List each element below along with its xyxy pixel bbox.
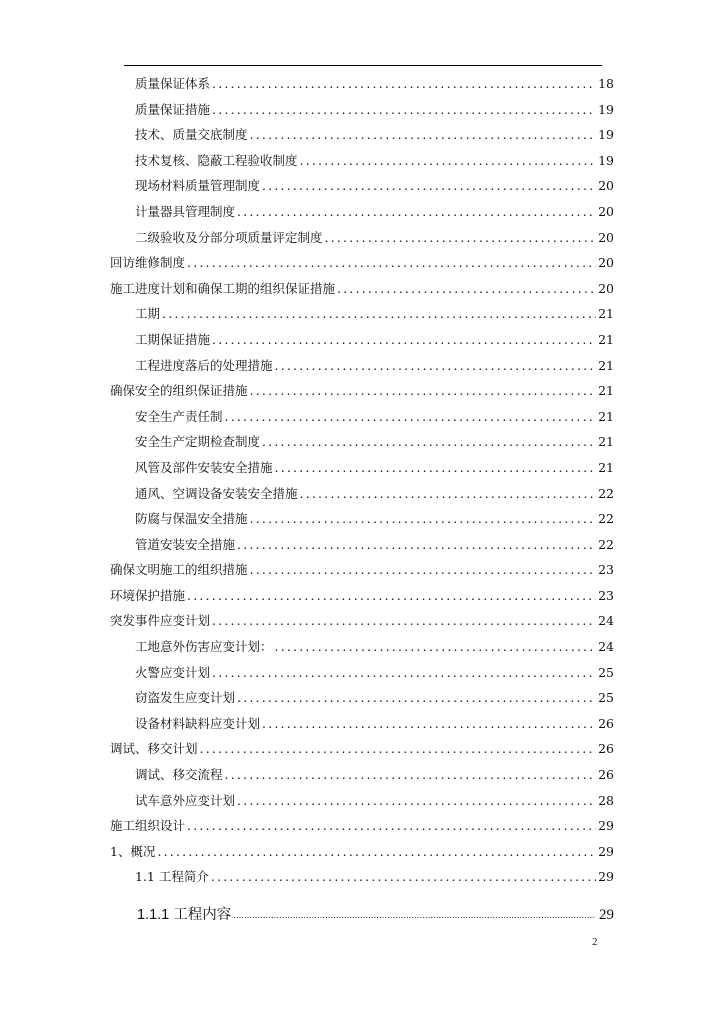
toc-entry-page: 29 bbox=[598, 818, 614, 834]
toc-dot-leader bbox=[212, 327, 596, 353]
toc-entry[interactable] bbox=[0, 583, 724, 609]
toc-entry-page: 20 bbox=[598, 255, 614, 271]
toc-entry-title: 技术复核、隐蔽工程验收制度 bbox=[135, 152, 298, 168]
toc-entry-page: 25 bbox=[598, 690, 614, 706]
toc-entry[interactable] bbox=[0, 711, 724, 737]
toc-dot-leader bbox=[233, 903, 596, 929]
toc-entry-title: 1、概况 bbox=[110, 843, 156, 859]
toc-dot-leader bbox=[212, 71, 596, 97]
toc-dot-leader bbox=[211, 864, 596, 890]
table-of-contents bbox=[0, 71, 724, 936]
toc-dot-leader bbox=[237, 199, 596, 225]
toc-dot-leader bbox=[300, 481, 596, 507]
toc-entry-title: 环境保护措施 bbox=[110, 587, 186, 603]
toc-entry-title: 回访维修制度 bbox=[110, 255, 186, 271]
toc-entry[interactable] bbox=[0, 276, 724, 302]
toc-entry-page: 20 bbox=[598, 280, 614, 296]
toc-entry-title: 工地意外伤害应变计划： bbox=[135, 639, 273, 655]
toc-entry-title: 防腐与保温安全措施 bbox=[135, 511, 248, 527]
toc-entry-page: 21 bbox=[598, 331, 614, 347]
toc-entry-page: 23 bbox=[598, 562, 614, 578]
toc-entry-title: 突发事件应变计划 bbox=[110, 613, 211, 629]
toc-entry-title: 调试、移交流程 bbox=[135, 767, 223, 783]
toc-entry[interactable] bbox=[0, 225, 724, 251]
toc-entry-page: 24 bbox=[598, 639, 614, 655]
toc-entry[interactable] bbox=[0, 199, 724, 225]
toc-entry[interactable] bbox=[0, 404, 724, 430]
toc-entry-title: 技术、质量交底制度 bbox=[135, 127, 248, 143]
toc-entry-title: 窃盗发生应变计划 bbox=[135, 690, 236, 706]
toc-entry[interactable] bbox=[0, 736, 724, 762]
toc-dot-leader bbox=[275, 634, 596, 660]
toc-entry-title: 工期保证措施 bbox=[135, 331, 211, 347]
toc-entry[interactable] bbox=[0, 250, 724, 276]
toc-entry-page: 19 bbox=[598, 152, 614, 168]
toc-entry-title: 1.1.1 工程内容 bbox=[137, 907, 232, 924]
toc-entry-page: 26 bbox=[598, 715, 614, 731]
toc-dot-leader bbox=[212, 97, 596, 123]
toc-entry-page: 19 bbox=[598, 101, 614, 117]
toc-entry-page: 24 bbox=[598, 613, 614, 629]
toc-dot-leader bbox=[237, 685, 596, 711]
toc-dot-leader bbox=[325, 225, 596, 251]
toc-entry-page: 23 bbox=[598, 587, 614, 603]
toc-dot-leader bbox=[157, 839, 596, 865]
toc-entry-title: 确保文明施工的组织措施 bbox=[110, 562, 248, 578]
toc-entry-page: 20 bbox=[598, 229, 614, 245]
toc-entry-page: 20 bbox=[598, 203, 614, 219]
toc-dot-leader bbox=[200, 736, 596, 762]
toc-entry[interactable] bbox=[0, 557, 724, 583]
toc-entry-page: 22 bbox=[598, 485, 614, 501]
toc-entry-title: 计量器具管理制度 bbox=[135, 203, 236, 219]
toc-dot-leader bbox=[212, 608, 596, 634]
toc-entry[interactable] bbox=[0, 455, 724, 481]
toc-dot-leader bbox=[237, 788, 596, 814]
toc-entry-page: 29 bbox=[598, 869, 614, 885]
toc-entry-page: 26 bbox=[598, 741, 614, 757]
toc-entry[interactable] bbox=[0, 173, 724, 199]
toc-entry[interactable] bbox=[0, 864, 724, 890]
toc-entry-page: 21 bbox=[598, 459, 614, 475]
toc-entry-page: 25 bbox=[598, 664, 614, 680]
toc-entry-large[interactable] bbox=[0, 896, 724, 936]
toc-entry-title: 质量保证措施 bbox=[135, 101, 211, 117]
toc-entry[interactable] bbox=[0, 685, 724, 711]
toc-entry-page: 21 bbox=[598, 306, 614, 322]
toc-entry[interactable] bbox=[0, 506, 724, 532]
toc-entry-title: 设备材料缺料应变计划 bbox=[135, 715, 261, 731]
toc-dot-leader bbox=[275, 353, 596, 379]
toc-entry-title: 施工组织设计 bbox=[110, 818, 186, 834]
toc-dot-leader bbox=[250, 122, 596, 148]
toc-dot-leader bbox=[262, 711, 596, 737]
toc-dot-leader bbox=[337, 276, 596, 302]
toc-entry[interactable] bbox=[0, 327, 724, 353]
toc-entry-title: 质量保证体系 bbox=[135, 76, 211, 91]
toc-entry[interactable] bbox=[0, 429, 724, 455]
toc-dot-leader bbox=[262, 173, 596, 199]
toc-entry-title: 确保安全的组织保证措施 bbox=[110, 383, 248, 399]
toc-dot-leader bbox=[187, 813, 596, 839]
toc-entry[interactable] bbox=[0, 608, 724, 634]
toc-entry[interactable] bbox=[0, 813, 724, 839]
toc-entry-title: 火警应变计划 bbox=[135, 664, 211, 680]
toc-entry[interactable] bbox=[0, 97, 724, 123]
header-rule bbox=[124, 65, 602, 66]
toc-entry-page: 21 bbox=[598, 383, 614, 399]
toc-dot-leader bbox=[300, 148, 596, 174]
toc-entry-page: 19 bbox=[598, 127, 614, 143]
toc-entry-page: 29 bbox=[598, 843, 614, 859]
toc-entry-page: 20 bbox=[598, 178, 614, 194]
toc-entry-page: 22 bbox=[598, 536, 614, 552]
toc-entry-page: 21 bbox=[598, 408, 614, 424]
toc-entry[interactable] bbox=[0, 353, 724, 379]
toc-entry[interactable] bbox=[0, 634, 724, 660]
toc-entry[interactable] bbox=[0, 762, 724, 788]
toc-entry-page: 28 bbox=[598, 792, 614, 808]
toc-dot-leader bbox=[262, 429, 596, 455]
toc-dot-leader bbox=[212, 660, 596, 686]
toc-entry-title: 风管及部件安装安全措施 bbox=[135, 459, 273, 475]
toc-dot-leader bbox=[250, 378, 596, 404]
toc-dot-leader bbox=[187, 583, 596, 609]
toc-entry[interactable] bbox=[0, 788, 724, 814]
toc-entry[interactable] bbox=[0, 481, 724, 507]
toc-entry[interactable] bbox=[0, 378, 724, 404]
toc-dot-leader bbox=[250, 506, 596, 532]
toc-dot-leader bbox=[225, 404, 596, 430]
toc-entry-title: 安全生产定期检查制度 bbox=[135, 434, 261, 450]
toc-entry[interactable] bbox=[0, 660, 724, 686]
toc-entry-title: 通风、空调设备安装安全措施 bbox=[135, 485, 298, 501]
toc-dot-leader bbox=[187, 250, 596, 276]
toc-entry-title: 试车意外应变计划 bbox=[135, 792, 236, 808]
toc-entry[interactable] bbox=[0, 532, 724, 558]
toc-entry-title: 施工进度计划和确保工期的组织保证措施 bbox=[110, 280, 336, 296]
toc-dot-leader bbox=[250, 557, 596, 583]
toc-dot-leader bbox=[225, 762, 596, 788]
toc-entry-page: 29 bbox=[599, 907, 614, 924]
toc-entry-title: 1.1 工程简介 bbox=[135, 869, 209, 885]
toc-entry-page: 21 bbox=[598, 434, 614, 450]
toc-dot-leader bbox=[162, 301, 596, 327]
page-number: 2 bbox=[592, 936, 598, 948]
toc-entry[interactable] bbox=[0, 148, 724, 174]
toc-entry-title: 调试、移交计划 bbox=[110, 741, 198, 757]
toc-entry-title: 安全生产责任制 bbox=[135, 408, 223, 424]
toc-entry-title: 管道安装安全措施 bbox=[135, 536, 236, 552]
toc-entry-title: 二级验收及分部分项质量评定制度 bbox=[135, 229, 323, 245]
toc-entry-title: 现场材料质量管理制度 bbox=[135, 178, 261, 194]
toc-entry-page: 22 bbox=[598, 511, 614, 527]
toc-entry-page: 26 bbox=[598, 767, 614, 783]
toc-dot-leader bbox=[237, 532, 596, 558]
toc-dot-leader bbox=[275, 455, 596, 481]
toc-entry-title: 工期 bbox=[135, 306, 161, 322]
toc-entry-title: 工程进度落后的处理措施 bbox=[135, 357, 273, 373]
toc-entry[interactable] bbox=[0, 839, 724, 865]
toc-entry-page: 18 bbox=[598, 76, 614, 91]
toc-entry[interactable] bbox=[0, 122, 724, 148]
toc-entry-page: 21 bbox=[598, 357, 614, 373]
toc-entry[interactable] bbox=[0, 71, 724, 97]
toc-entry[interactable] bbox=[0, 301, 724, 327]
